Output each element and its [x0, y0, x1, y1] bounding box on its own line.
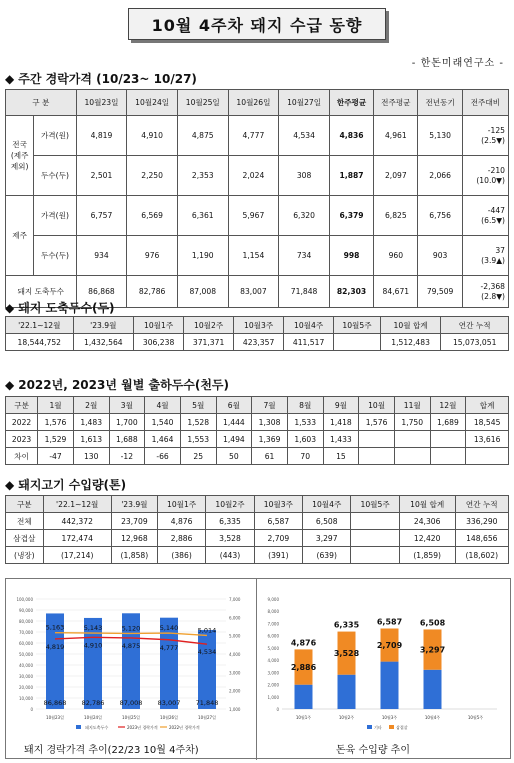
table-cell: 903: [418, 236, 462, 276]
x-tick-label: 10월2주: [338, 715, 355, 720]
legend-swatch: [389, 725, 394, 729]
y2-tick-label: 6,000: [229, 615, 241, 621]
header-cell: 구분: [6, 496, 44, 513]
x-tick-label: 10월26일: [160, 715, 178, 720]
table-cell: (443): [206, 547, 254, 564]
change-cell: -2,368 (2.8▼): [462, 276, 508, 308]
header-cell: 전주평균: [374, 90, 418, 116]
table-row: [6, 397, 509, 414]
y-tick-label: 10,000: [19, 696, 33, 701]
table-cell: 2,709: [254, 530, 302, 547]
table-cell: 998: [329, 236, 373, 276]
bar: [198, 630, 216, 709]
section-title: 주간 경락가격 (10/23~ 10/27): [18, 72, 197, 86]
table-cell: [351, 513, 399, 530]
table-cell: 2,097: [374, 156, 418, 196]
header-cell: 연간 누적: [455, 496, 508, 513]
table-cell: 3,528: [206, 530, 254, 547]
table-cell: 442,372: [43, 513, 111, 530]
y-tick-label: 9,000: [267, 597, 279, 602]
table-cell: 423,357: [234, 334, 284, 351]
table-cell: 25: [180, 448, 216, 465]
import-trend-chart: [257, 579, 512, 739]
table-cell: 960: [374, 236, 418, 276]
table-cell: 1,887: [329, 156, 373, 196]
table-cell: 1,464: [145, 431, 181, 448]
table-cell: [430, 431, 466, 448]
table-cell: (639): [303, 547, 351, 564]
section-weekly-price: [5, 70, 197, 87]
slaughter-table: [5, 316, 509, 351]
table-cell: 130: [73, 448, 109, 465]
table-cell: 4,910: [127, 116, 178, 156]
price-2022-data-label: 5,120: [121, 624, 141, 633]
header-cell: '23.9월: [111, 496, 157, 513]
table-cell: 1,308: [252, 414, 288, 431]
table-cell: 1,553: [180, 431, 216, 448]
header-cell: 8월: [287, 397, 323, 414]
table-cell: 4,836: [329, 116, 373, 156]
table-cell: 전체: [6, 513, 44, 530]
total-data-label: 6,587: [376, 617, 403, 627]
table-cell: 934: [76, 236, 127, 276]
bar-data-label: 86,868: [43, 699, 67, 707]
table-row: [6, 156, 509, 196]
table-cell: 6,587: [254, 513, 302, 530]
table-cell: 306,238: [134, 334, 184, 351]
change-cell: -447 (6.5▼): [462, 196, 508, 236]
header-cell: 10월4주: [284, 317, 334, 334]
table-cell: 1,444: [216, 414, 252, 431]
belly-data-label: 3,528: [333, 649, 360, 659]
table-cell: 6,508: [303, 513, 351, 530]
charts-panel: [5, 578, 511, 759]
header-cell: 10월1주: [157, 496, 205, 513]
table-cell: 13,616: [466, 431, 509, 448]
table-cell: 84,671: [374, 276, 418, 308]
table-cell: 1,432,564: [73, 334, 134, 351]
belly-data-label: 3,297: [419, 645, 446, 655]
table-cell: 2,066: [418, 156, 462, 196]
table-cell: 2,250: [127, 156, 178, 196]
header-cell: 구분: [6, 397, 38, 414]
table-cell: 4,819: [76, 116, 127, 156]
header-cell: 11월: [394, 397, 430, 414]
bar-other: [381, 662, 399, 709]
price-2022-data-label: 5,140: [159, 624, 179, 633]
table-cell: 삼겹살: [6, 530, 44, 547]
table-cell: 2022: [6, 414, 38, 431]
table-cell: -66: [145, 448, 181, 465]
y2-tick-label: 3,000: [229, 670, 241, 676]
table-cell: [466, 448, 509, 465]
table-cell: [430, 448, 466, 465]
table-cell: (1,859): [399, 547, 455, 564]
table-row: [6, 196, 509, 236]
table-cell: 734: [279, 236, 330, 276]
table-cell: 1,418: [323, 414, 359, 431]
table-cell: 148,656: [455, 530, 508, 547]
y-tick-label: 2,000: [267, 682, 279, 688]
price-2023-data-label: 4,910: [83, 641, 103, 650]
header-cell: 10월25일: [177, 90, 228, 116]
table-cell: (391): [254, 547, 302, 564]
y2-tick-label: 5,000: [229, 633, 241, 639]
header-cell: '22.1~12월: [43, 496, 111, 513]
header-cell: 10월3주: [254, 496, 302, 513]
table-cell: 6,757: [76, 196, 127, 236]
table-cell: 1,529: [38, 431, 74, 448]
bar-data-label: 83,007: [157, 699, 181, 707]
table-cell: (18,602): [455, 547, 508, 564]
table-row: [6, 317, 509, 334]
table-cell: 1,613: [73, 431, 109, 448]
belly-data-label: 2,709: [376, 641, 403, 651]
table-row: [6, 90, 509, 116]
table-cell: 6,756: [418, 196, 462, 236]
y-tick-label: 6,000: [267, 633, 279, 639]
table-cell: 83,007: [228, 276, 279, 308]
total-data-label: 6,508: [419, 618, 446, 628]
price-2022-data-label: 5,163: [45, 623, 65, 632]
table-cell: 12,420: [399, 530, 455, 547]
table-cell: 1,576: [359, 414, 395, 431]
price-2023-data-label: 4,819: [45, 642, 65, 651]
header-cell: 합계: [466, 397, 509, 414]
weekly-price-table: [5, 89, 509, 308]
table-row: [6, 236, 509, 276]
y-tick-label: 90,000: [19, 608, 33, 613]
section-pork-import: [5, 476, 126, 493]
table-row: [6, 431, 509, 448]
header-cell: 10월3주: [234, 317, 284, 334]
y-tick-label: 4,000: [267, 658, 279, 664]
table-cell: 1,154: [228, 236, 279, 276]
table-cell: 71,848: [279, 276, 330, 308]
y-tick-label: 80,000: [19, 619, 33, 624]
table-cell: 23,709: [111, 513, 157, 530]
table-cell: 15,073,051: [441, 334, 509, 351]
table-cell: 5,130: [418, 116, 462, 156]
x-tick-label: 10월5주: [467, 715, 484, 720]
header-cell: 한주평균: [329, 90, 373, 116]
table-cell: 1,688: [109, 431, 145, 448]
x-tick-label: 10월4주: [424, 715, 441, 720]
diamond-icon: ◆: [5, 478, 15, 492]
y2-tick-label: 2,000: [229, 688, 241, 694]
header-cell: 1월: [38, 397, 74, 414]
table-cell: 1,576: [38, 414, 74, 431]
price-2023-data-label: 4,777: [159, 643, 179, 652]
x-tick-label: 10월27일: [198, 715, 216, 720]
change-cell: 37 (3.9▲): [462, 236, 508, 276]
header-cell: 5월: [180, 397, 216, 414]
y-tick-label: 100,000: [16, 597, 33, 602]
table-cell: [351, 530, 399, 547]
x-tick-label: 10월1주: [295, 715, 312, 720]
chart-caption-left: 돼지 경락가격 추이(22/23 10월 4주차): [24, 745, 199, 756]
y-tick-label: 1,000: [267, 694, 279, 700]
header-cell: 10월4주: [303, 496, 351, 513]
bar-data-label: 87,008: [119, 699, 143, 707]
y-tick-label: 3,000: [267, 670, 279, 676]
table-cell: 87,008: [177, 276, 228, 308]
section-slaughter: [5, 299, 115, 316]
table-cell: 4,534: [279, 116, 330, 156]
table-cell: 82,303: [329, 276, 373, 308]
table-cell: 70: [287, 448, 323, 465]
table-cell: 86,868: [76, 276, 127, 308]
table-cell: [334, 334, 381, 351]
table-cell: 50: [216, 448, 252, 465]
table-cell: 411,517: [284, 334, 334, 351]
table-cell: 2,024: [228, 156, 279, 196]
y2-tick-label: 4,000: [229, 652, 241, 657]
table-cell: 172,474: [43, 530, 111, 547]
price-2023-data-label: 4,534: [197, 648, 217, 657]
table-cell: 6,379: [329, 196, 373, 236]
x-tick-label: 10월24일: [84, 715, 102, 720]
table-cell: 6,361: [177, 196, 228, 236]
y-tick-label: 5,000: [267, 645, 279, 651]
table-cell: 1,533: [287, 414, 323, 431]
price-2022-data-label: 5,143: [83, 624, 103, 633]
y-tick-label: 70,000: [19, 630, 33, 635]
table-cell: -12: [109, 448, 145, 465]
table-cell: (1,858): [111, 547, 157, 564]
table-row: [6, 530, 509, 547]
header-cell: 전주대비: [462, 90, 508, 116]
y2-tick-label: 1,000: [229, 707, 241, 712]
legend-label: 돼지도축두수: [85, 725, 109, 730]
y-tick-label: 7,000: [267, 621, 279, 627]
total-data-label: 4,876: [290, 638, 317, 648]
header-cell: 연간 누적: [441, 317, 509, 334]
bar-other: [424, 670, 442, 709]
header-cell: 6월: [216, 397, 252, 414]
price-trend-chart: [6, 579, 256, 739]
table-cell: [394, 431, 430, 448]
table-row: [6, 547, 509, 564]
table-row: [6, 334, 509, 351]
change-cell: -125 (2.5▼): [462, 116, 508, 156]
table-cell: 1,750: [394, 414, 430, 431]
header-cell: 10월26일: [228, 90, 279, 116]
table-cell: 2023: [6, 431, 38, 448]
total-data-label: 6,335: [333, 620, 360, 630]
legend-swatch: [367, 725, 372, 729]
row-label: 가격(원): [34, 196, 76, 236]
table-cell: 6,320: [279, 196, 330, 236]
row-label: 돼지 도축두수: [6, 276, 77, 308]
table-cell: 차이: [6, 448, 38, 465]
table-cell: 1,483: [73, 414, 109, 431]
header-cell: 10월2주: [184, 317, 234, 334]
table-cell: 371,371: [184, 334, 234, 351]
header-cell: 2월: [73, 397, 109, 414]
table-cell: 976: [127, 236, 178, 276]
y-tick-label: 20,000: [19, 685, 33, 690]
header-cell: 10월: [359, 397, 395, 414]
section-title: 돼지고기 수입량(톤): [18, 478, 127, 492]
table-cell: [394, 448, 430, 465]
header-cell: 10월24일: [127, 90, 178, 116]
table-cell: 1,190: [177, 236, 228, 276]
section-title: 돼지 도축두수(두): [18, 301, 115, 315]
table-cell: 336,290: [455, 513, 508, 530]
row-label: 두수(두): [34, 156, 76, 196]
x-tick-label: 10월23일: [46, 715, 64, 720]
header-cell: 10월5주: [334, 317, 381, 334]
table-cell: 1,494: [216, 431, 252, 448]
table-cell: 1,540: [145, 414, 181, 431]
table-cell: 24,306: [399, 513, 455, 530]
table-cell: 4,777: [228, 116, 279, 156]
title-text: 10월 4주차 돼지 수급 동향: [151, 15, 363, 35]
bar-data-label: 71,848: [195, 699, 219, 707]
header-cell: 10월 합계: [399, 496, 455, 513]
table-cell: 1,689: [430, 414, 466, 431]
table-cell: [359, 448, 395, 465]
header-cell: 7월: [252, 397, 288, 414]
table-cell: (386): [157, 547, 205, 564]
header-cell: 구 분: [6, 90, 77, 116]
y-tick-label: 30,000: [19, 674, 33, 679]
legend-label: 삼겹살: [396, 725, 408, 730]
table-cell: 2,886: [157, 530, 205, 547]
table-row: [6, 513, 509, 530]
header-cell: '23.9월: [73, 317, 134, 334]
y-tick-label: 8,000: [267, 609, 279, 615]
chart-caption-right: 돈육 수입량 추이: [336, 745, 410, 756]
legend-label: 기타: [374, 725, 382, 730]
table-cell: 1,512,483: [380, 334, 441, 351]
table-cell: 4,961: [374, 116, 418, 156]
table-cell: -47: [38, 448, 74, 465]
table-cell: 1,369: [252, 431, 288, 448]
table-cell: (냉장): [6, 547, 44, 564]
diamond-icon: ◆: [5, 72, 15, 86]
table-cell: 308: [279, 156, 330, 196]
row-label: 가격(원): [34, 116, 76, 156]
y-tick-label: 40,000: [19, 663, 33, 668]
table-row: [6, 448, 509, 465]
bar-data-label: 82,786: [81, 699, 105, 707]
legend-label: 2022년 경락가격: [169, 725, 200, 730]
legend-label: 2023년 경락가격: [127, 725, 158, 730]
table-cell: 5,967: [228, 196, 279, 236]
belly-data-label: 2,886: [290, 663, 317, 673]
header-cell: 10월2주: [206, 496, 254, 513]
table-row: [6, 116, 509, 156]
table-cell: 1,528: [180, 414, 216, 431]
table-cell: 4,876: [157, 513, 205, 530]
bar-other: [338, 675, 356, 709]
section-title: 2022년, 2023년 월별 출하두수(천두): [18, 378, 230, 392]
bar-other: [295, 685, 313, 709]
table-cell: 1,433: [323, 431, 359, 448]
page-title: [128, 8, 386, 40]
legend-swatch: [76, 725, 81, 729]
diamond-icon: ◆: [5, 378, 15, 392]
price-2023-data-label: 4,875: [121, 641, 141, 650]
header-cell: 10월27일: [279, 90, 330, 116]
x-tick-label: 10월25일: [122, 715, 140, 720]
table-cell: 3,297: [303, 530, 351, 547]
table-cell: (17,214): [43, 547, 111, 564]
header-cell: 전년동기: [418, 90, 462, 116]
y-tick-label: 60,000: [19, 641, 33, 646]
section-monthly-shipment: [5, 376, 229, 393]
pork-import-table: [5, 495, 509, 564]
row-label: 두수(두): [34, 236, 76, 276]
monthly-shipment-table: [5, 396, 509, 465]
change-cell: -210 (10.0▼): [462, 156, 508, 196]
header-cell: 10월1주: [134, 317, 184, 334]
table-cell: [351, 547, 399, 564]
table-cell: 61: [252, 448, 288, 465]
table-cell: 82,786: [127, 276, 178, 308]
table-cell: 6,569: [127, 196, 178, 236]
header-cell: 10월 합계: [380, 317, 441, 334]
table-cell: 18,545: [466, 414, 509, 431]
header-cell: 10월23일: [76, 90, 127, 116]
group-label: 제주: [6, 196, 34, 276]
header-cell: '22.1~12월: [6, 317, 74, 334]
header-cell: 4월: [145, 397, 181, 414]
table-cell: 1,700: [109, 414, 145, 431]
header-cell: 9월: [323, 397, 359, 414]
table-cell: 6,825: [374, 196, 418, 236]
y-tick-label: 50,000: [19, 652, 33, 657]
y-tick-label: 0: [276, 707, 279, 712]
header-cell: 12월: [430, 397, 466, 414]
table-cell: 6,335: [206, 513, 254, 530]
table-cell: 12,968: [111, 530, 157, 547]
table-cell: 2,501: [76, 156, 127, 196]
group-label: 전국 (제주 제외): [6, 116, 34, 196]
diamond-icon: ◆: [5, 301, 15, 315]
table-cell: 1,603: [287, 431, 323, 448]
header-cell: 10월5주: [351, 496, 399, 513]
table-row: [6, 496, 509, 513]
header-cell: 3월: [109, 397, 145, 414]
y2-tick-label: 7,000: [229, 597, 241, 602]
y-tick-label: 0: [30, 707, 33, 712]
table-cell: 2,353: [177, 156, 228, 196]
price-2022-data-label: 5,014: [197, 626, 217, 635]
table-row: [6, 414, 509, 431]
x-tick-label: 10월3주: [381, 715, 398, 720]
source-label: - 한돈미래연구소 -: [411, 58, 504, 69]
table-cell: [359, 431, 395, 448]
table-cell: 18,544,752: [6, 334, 74, 351]
table-cell: 15: [323, 448, 359, 465]
table-cell: 79,509: [418, 276, 462, 308]
table-cell: 4,875: [177, 116, 228, 156]
